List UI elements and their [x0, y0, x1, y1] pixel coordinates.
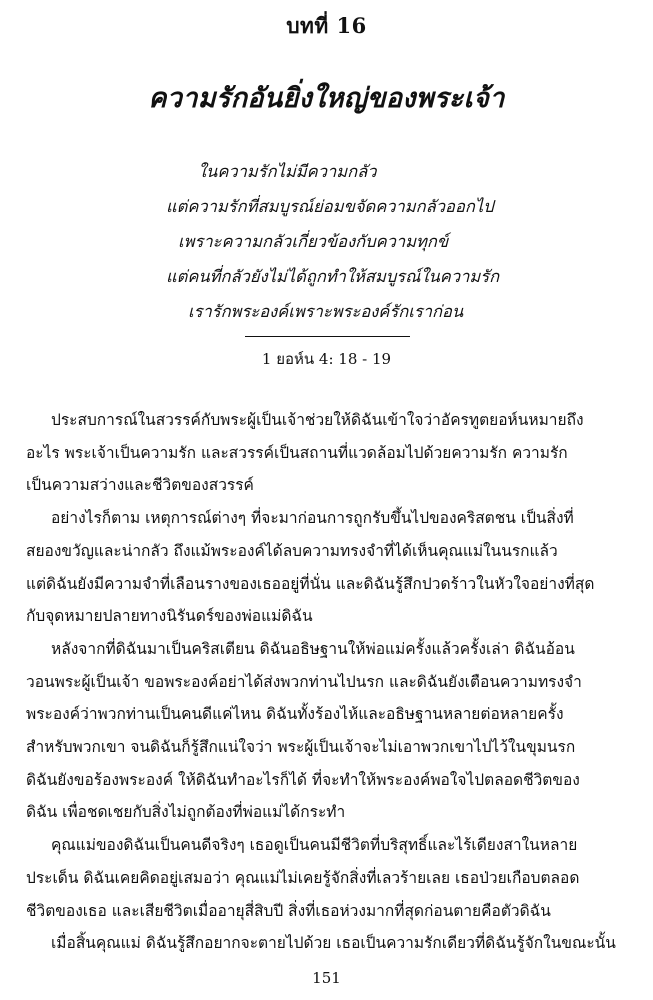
- body-line: คุณแม่ของดิฉันเป็นคนดีจริงๆ เธอดูเป็นคนมีชีวิตที่บริสุทธิ์และไร้เดียงสาในหลาย: [51, 836, 578, 855]
- body-line: กับจุดหมายปลายทางนิรันดร์ของพ่อแม่ดิฉัน: [26, 607, 313, 626]
- body-line: สยองขวัญและน่ากลัว ถึงแม้พระองค์ได้ลบความทรงจำที่ได้เห็นคุณแม่ในนรกแล้ว: [26, 541, 558, 560]
- chapter-label: บทที่ 16: [286, 13, 367, 38]
- body-line: แต่ดิฉันยังมีความจำที่เลือนรางของเธออยู่ที่นั่น และดิฉันรู้สึกปวดร้าวในหัวใจอย่างที่สุด: [26, 574, 595, 593]
- epigraph-line: เรารักพระองค์เพราะพระองค์รักเราก่อน: [188, 302, 464, 321]
- body-line: หลังจากที่ดิฉันมาเป็นคริสเตียน ดิฉันอธิษฐานให้พ่อแม่ครั้งแล้วครั้งเล่า ดิฉันอ้อน: [51, 639, 575, 658]
- body-text: [26, 404, 626, 960]
- chapter-title: ความรักอันยิ่งใหญ่ของพระเจ้า: [148, 83, 505, 114]
- body-line: เมื่อสิ้นคุณแม่ ดิฉันรู้สึกอยากจะตายไปด้วย เธอเป็นความรักเดียวที่ดิฉันรู้จักในขณะนั้น: [51, 934, 616, 953]
- epigraph-divider: [245, 336, 410, 337]
- epigraph: [100, 154, 570, 329]
- body-line: ชีวิตของเธอ และเสียชีวิตเมื่ออายุสี่สิบปี สิ่งที่เธอห่วงมากที่สุดก่อนตายคือตัวดิฉัน: [26, 901, 551, 920]
- body-line: ประสบการณ์ในสวรรค์กับพระผู้เป็นเจ้าช่วยให้ดิฉันเข้าใจว่าอัครทูตยอห์นหมายถึง: [51, 411, 584, 429]
- epigraph-line: ในความรักไม่มีความกลัว: [198, 162, 377, 181]
- body-line: อย่างไรก็ตาม เหตุการณ์ต่างๆ ที่จะมาก่อนการถูกรับขึ้นไปของคริสตชน เป็นสิ่งที่: [51, 509, 574, 528]
- scripture-reference: 1 ยอห์น 4: 18 - 19: [261, 350, 392, 368]
- body-line: ดิฉันยังขอร้องพระองค์ ให้ดิฉันทำอะไรก็ได้ ที่จะทำให้พระองค์พอใจไปตลอดชีวิตของ: [26, 770, 580, 789]
- body-line: พระองค์ว่าพวกท่านเป็นคนดีแค่ไหน ดิฉันทั้งร้องไห้และอธิษฐานหลายต่อหลายครั้ง: [26, 705, 564, 724]
- body-line: ดิฉัน เพื่อชดเชยกับสิ่งไม่ถูกต้องที่พ่อแม่ได้กระทำ: [26, 803, 346, 822]
- body-line: อะไร พระเจ้าเป็นความรัก และสวรรค์เป็นสถานที่แวดล้อมไปด้วยความรัก ความรัก: [26, 443, 568, 462]
- epigraph-line: แต่ความรักที่สมบูรณ์ย่อมขจัดความกลัวออกไป: [166, 197, 494, 216]
- page-number: 151: [312, 969, 341, 987]
- epigraph-line: เพราะความกลัวเกี่ยวข้องกับความทุกข์: [178, 232, 449, 251]
- body-line: เป็นความสว่างและชีวิตของสวรรค์: [26, 476, 254, 495]
- epigraph-line: แต่คนที่กลัวยังไม่ได้ถูกทำให้สมบูรณ์ในความรัก: [166, 267, 500, 286]
- body-line: วอนพระผู้เป็นเจ้า ขอพระองค์อย่าได้ส่งพวกท่านไปนรก และดิฉันยังเตือนความทรงจำ: [26, 672, 582, 691]
- body-line: ประเด็น ดิฉันเคยคิดอยู่เสมอว่า คุณแม่ไม่เคยรู้จักสิ่งที่เลวร้ายเลย เธอป่วยเกือบตลอด: [26, 868, 580, 887]
- body-line: สำหรับพวกเขา จนดิฉันก็รู้สึกแน่ใจว่า พระผู้เป็นเจ้าจะไม่เอาพวกเขาไปไว้ในขุมนรก: [26, 738, 576, 757]
